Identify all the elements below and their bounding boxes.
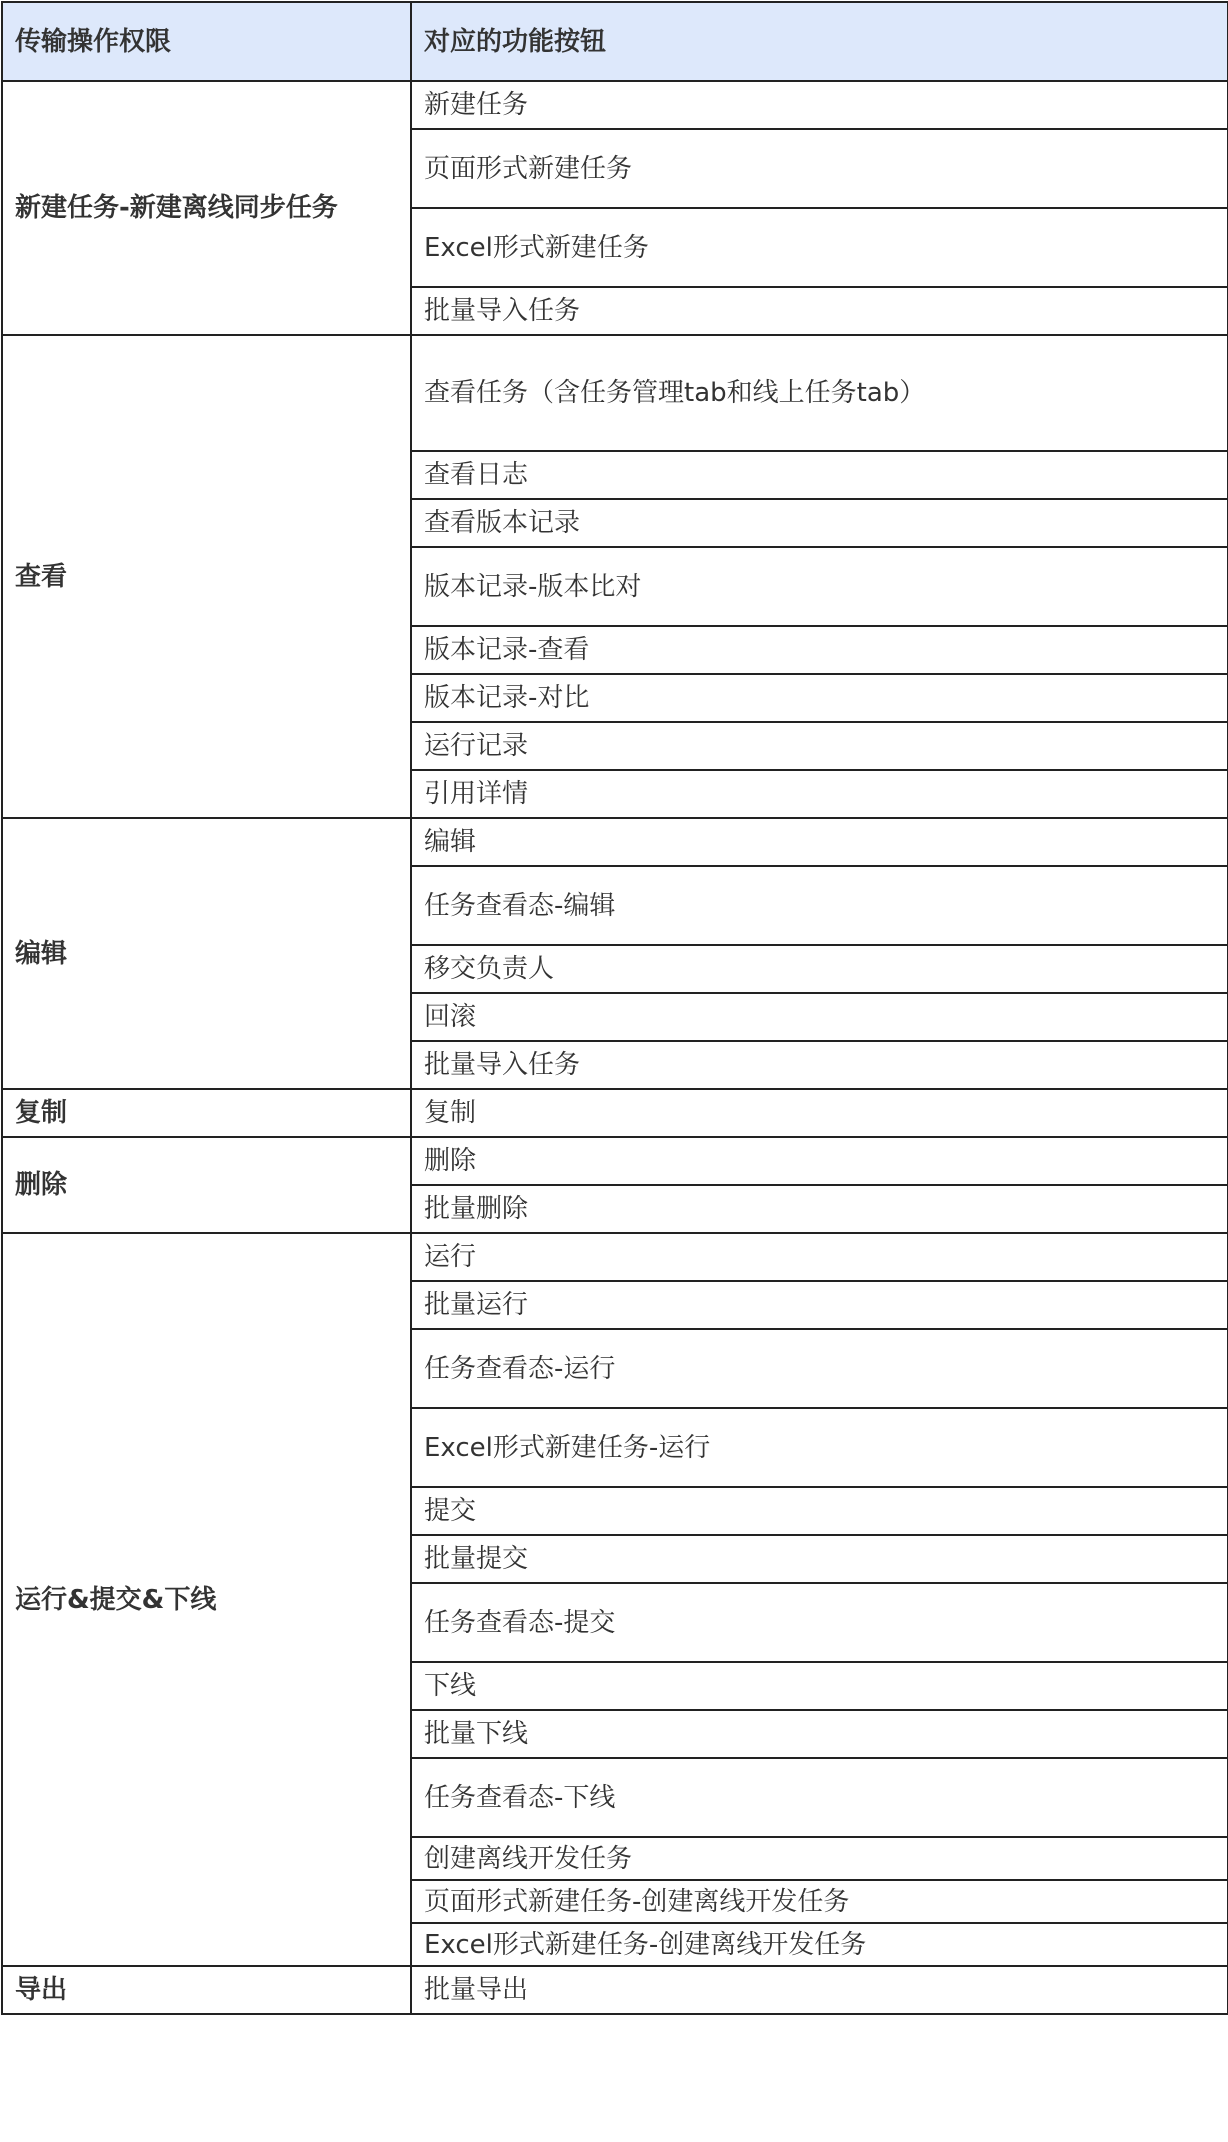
table-row [2,1137,1228,1185]
table-row [2,81,1228,129]
table-row [2,1089,1228,1137]
function-button-cell: 删除 [411,1137,1228,1185]
function-button-cell: 批量下线 [411,1710,1228,1758]
permission-cell: 删除 [2,1137,411,1233]
permission-cell: 导出 [2,1966,411,2014]
table-row [2,1233,1228,1281]
function-button-cell: 引用详情 [411,770,1228,818]
function-button-cell: 页面形式新建任务-创建离线开发任务 [411,1880,1228,1923]
permission-cell: 编辑 [2,818,411,1089]
function-button-cell: 下线 [411,1662,1228,1710]
table-body [2,81,1228,2014]
function-button-cell: 新建任务 [411,81,1228,129]
function-button-cell: 编辑 [411,818,1228,866]
function-button-cell: 批量导入任务 [411,287,1228,335]
function-button-cell: 版本记录-版本比对 [411,547,1228,626]
function-button-cell: 批量导出 [411,1966,1228,2014]
function-button-cell: 查看日志 [411,451,1228,499]
function-button-cell: 查看版本记录 [411,499,1228,547]
function-button-cell: 版本记录-对比 [411,674,1228,722]
permission-cell: 查看 [2,335,411,818]
function-button-cell: 任务查看态-运行 [411,1329,1228,1408]
function-button-cell: 运行记录 [411,722,1228,770]
header-row [2,2,1228,81]
function-button-cell: 任务查看态-提交 [411,1583,1228,1662]
permission-cell: 复制 [2,1089,411,1137]
function-button-cell: Excel形式新建任务-运行 [411,1408,1228,1487]
function-button-cell: 回滚 [411,993,1228,1041]
function-button-cell: Excel形式新建任务 [411,208,1228,287]
function-button-cell: 批量导入任务 [411,1041,1228,1089]
function-button-cell: 创建离线开发任务 [411,1837,1228,1880]
table-row [2,1966,1228,2014]
function-button-cell: 移交负责人 [411,945,1228,993]
permission-table [1,1,1228,2015]
function-button-cell: 页面形式新建任务 [411,129,1228,208]
function-button-cell: 运行 [411,1233,1228,1281]
function-button-cell: 批量运行 [411,1281,1228,1329]
header-function-button: 对应的功能按钮 [411,2,1228,81]
function-button-cell: 批量删除 [411,1185,1228,1233]
function-button-cell: 批量提交 [411,1535,1228,1583]
function-button-cell: 查看任务（含任务管理tab和线上任务tab） [411,335,1228,451]
table-row [2,818,1228,866]
table-row [2,335,1228,451]
function-button-cell: 版本记录-查看 [411,626,1228,674]
function-button-cell: Excel形式新建任务-创建离线开发任务 [411,1923,1228,1966]
function-button-cell: 任务查看态-编辑 [411,866,1228,945]
header-permission: 传输操作权限 [2,2,411,81]
table-header [2,2,1228,81]
function-button-cell: 复制 [411,1089,1228,1137]
function-button-cell: 任务查看态-下线 [411,1758,1228,1837]
permission-cell: 运行&提交&下线 [2,1233,411,1966]
function-button-cell: 提交 [411,1487,1228,1535]
permission-cell: 新建任务-新建离线同步任务 [2,81,411,335]
